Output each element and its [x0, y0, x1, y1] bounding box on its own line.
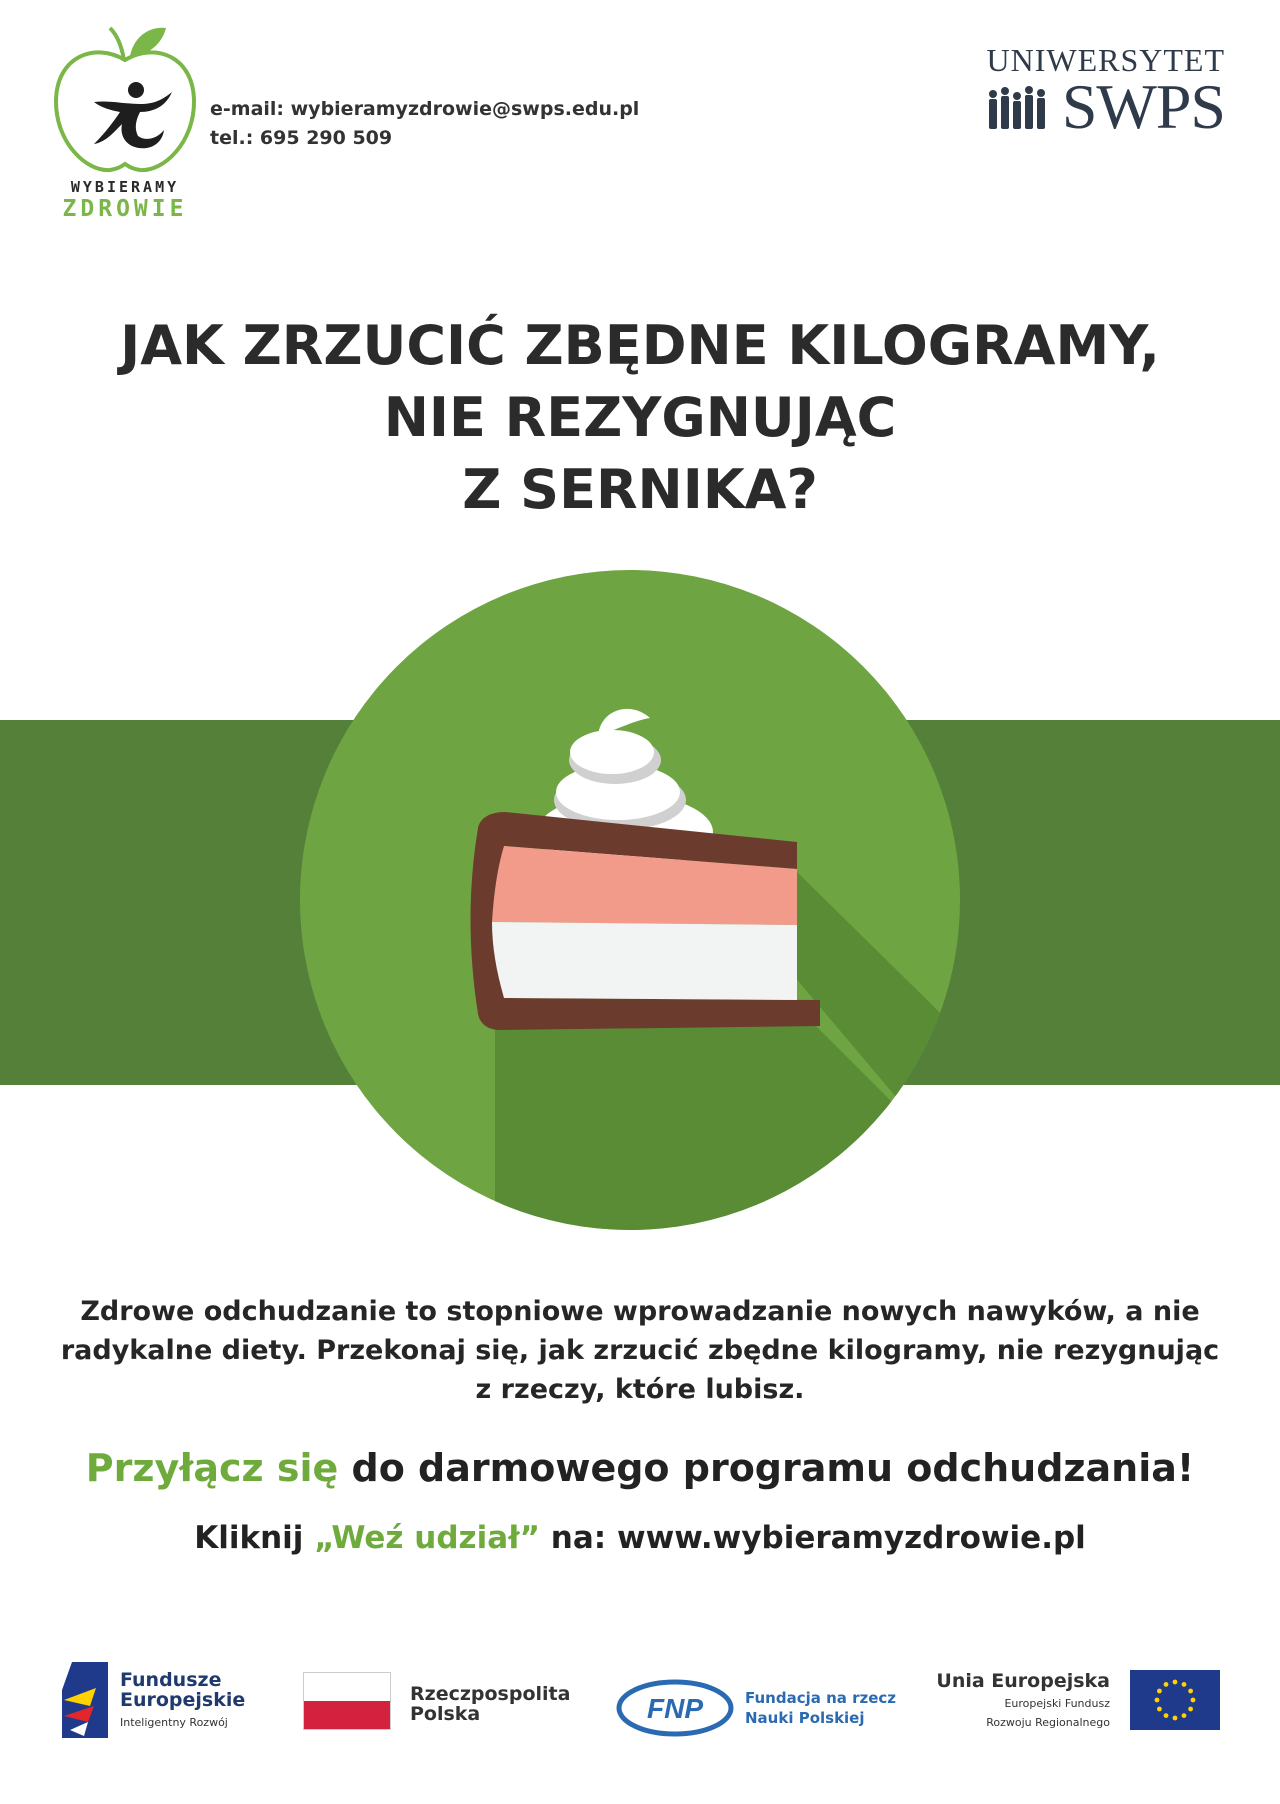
- description-line2: radykalne diety. Przekonaj się, jak zrzucić zbędne kilogramy, nie rezygnując: [60, 1335, 1220, 1366]
- fe-line1: Fundusze: [120, 1669, 222, 1691]
- fe-subtitle: Inteligentny Rozwój: [120, 1716, 228, 1729]
- fundusze-europejskie-icon: [60, 1660, 110, 1740]
- eu-star: [1164, 1682, 1169, 1687]
- swps-logo: [985, 42, 1225, 142]
- wybieramy-zdrowie-logo: [50, 20, 200, 230]
- swps-logo-top: UNIWERSYTET: [986, 42, 1225, 78]
- phone-text: tel.: 695 290 509: [210, 127, 393, 149]
- join-program-headline: [0, 1446, 1280, 1490]
- fnp-line1: Fundacja na rzecz: [745, 1689, 897, 1707]
- click-prefix: Kliknij: [194, 1520, 315, 1556]
- cta-rest: do darmowego programu odchudzania!: [338, 1446, 1195, 1490]
- logo-text-line1: WYBIERAMY: [70, 178, 180, 196]
- click-highlight: „Weź udział”: [314, 1520, 540, 1556]
- eu-star: [1188, 1689, 1193, 1694]
- cake-slice: [471, 812, 821, 1030]
- description-line1: Zdrowe odchudzanie to stopniowe wprowadzanie nowych nawyków, a nie: [80, 1296, 1200, 1327]
- fnp-text: [745, 1688, 896, 1728]
- title-line2: NIE REZYGNUJĄC: [383, 386, 897, 449]
- page-title: [0, 310, 1280, 526]
- eu-star: [1182, 1682, 1187, 1687]
- eu-star: [1191, 1698, 1196, 1703]
- cta-highlight: Przyłącz się: [85, 1446, 339, 1490]
- polish-flag-icon: [303, 1672, 391, 1730]
- fe-title: [120, 1670, 245, 1710]
- eu-star: [1164, 1713, 1169, 1718]
- logo-text-line2: ZDROWIE: [62, 196, 188, 222]
- eu-star: [1182, 1713, 1187, 1718]
- fnp-mark-text: FNP: [647, 1693, 703, 1724]
- eu-star: [1188, 1707, 1193, 1712]
- cheesecake-slice-icon: [0, 570, 1280, 1240]
- click-instruction: [0, 1520, 1280, 1556]
- rp-line1: Rzeczpospolita: [410, 1683, 571, 1705]
- eu-star: [1157, 1707, 1162, 1712]
- ue-sub2: Rozwoju Regionalnego: [986, 1716, 1110, 1729]
- fnp-logo-icon: [615, 1678, 735, 1738]
- rp-line2: Polska: [410, 1703, 481, 1725]
- eu-star: [1173, 1716, 1178, 1721]
- fnp-line2: Nauki Polskiej: [745, 1709, 865, 1727]
- people-icon: [987, 82, 1051, 132]
- ue-sub1: Europejski Fundusz: [1004, 1697, 1110, 1710]
- eu-star: [1157, 1689, 1162, 1694]
- click-url[interactable]: na: www.wybieramyzdrowie.pl: [540, 1520, 1086, 1556]
- title-line1: JAK ZRZUCIĆ ZBĘDNE KILOGRAMY,: [120, 314, 1160, 377]
- contact-info: [210, 95, 639, 153]
- fe-line2: Europejskie: [120, 1689, 246, 1711]
- rp-text: [410, 1684, 570, 1724]
- eu-star: [1173, 1680, 1178, 1685]
- apple-runner-icon: [50, 20, 200, 180]
- swps-logo-main: SWPS: [1061, 71, 1225, 142]
- sponsor-logos: [0, 1650, 1280, 1750]
- title-line3: Z SERNIKA?: [462, 458, 818, 521]
- description-text: [30, 1292, 1250, 1409]
- description-line3: z rzeczy, które lubisz.: [475, 1374, 805, 1405]
- eu-star: [1155, 1698, 1160, 1703]
- ue-text: [930, 1670, 1110, 1730]
- email-text: e-mail: wybieramyzdrowie@swps.edu.pl: [210, 98, 640, 120]
- ue-title: Unia Europejska: [936, 1670, 1110, 1692]
- eu-flag-icon: [1130, 1670, 1220, 1730]
